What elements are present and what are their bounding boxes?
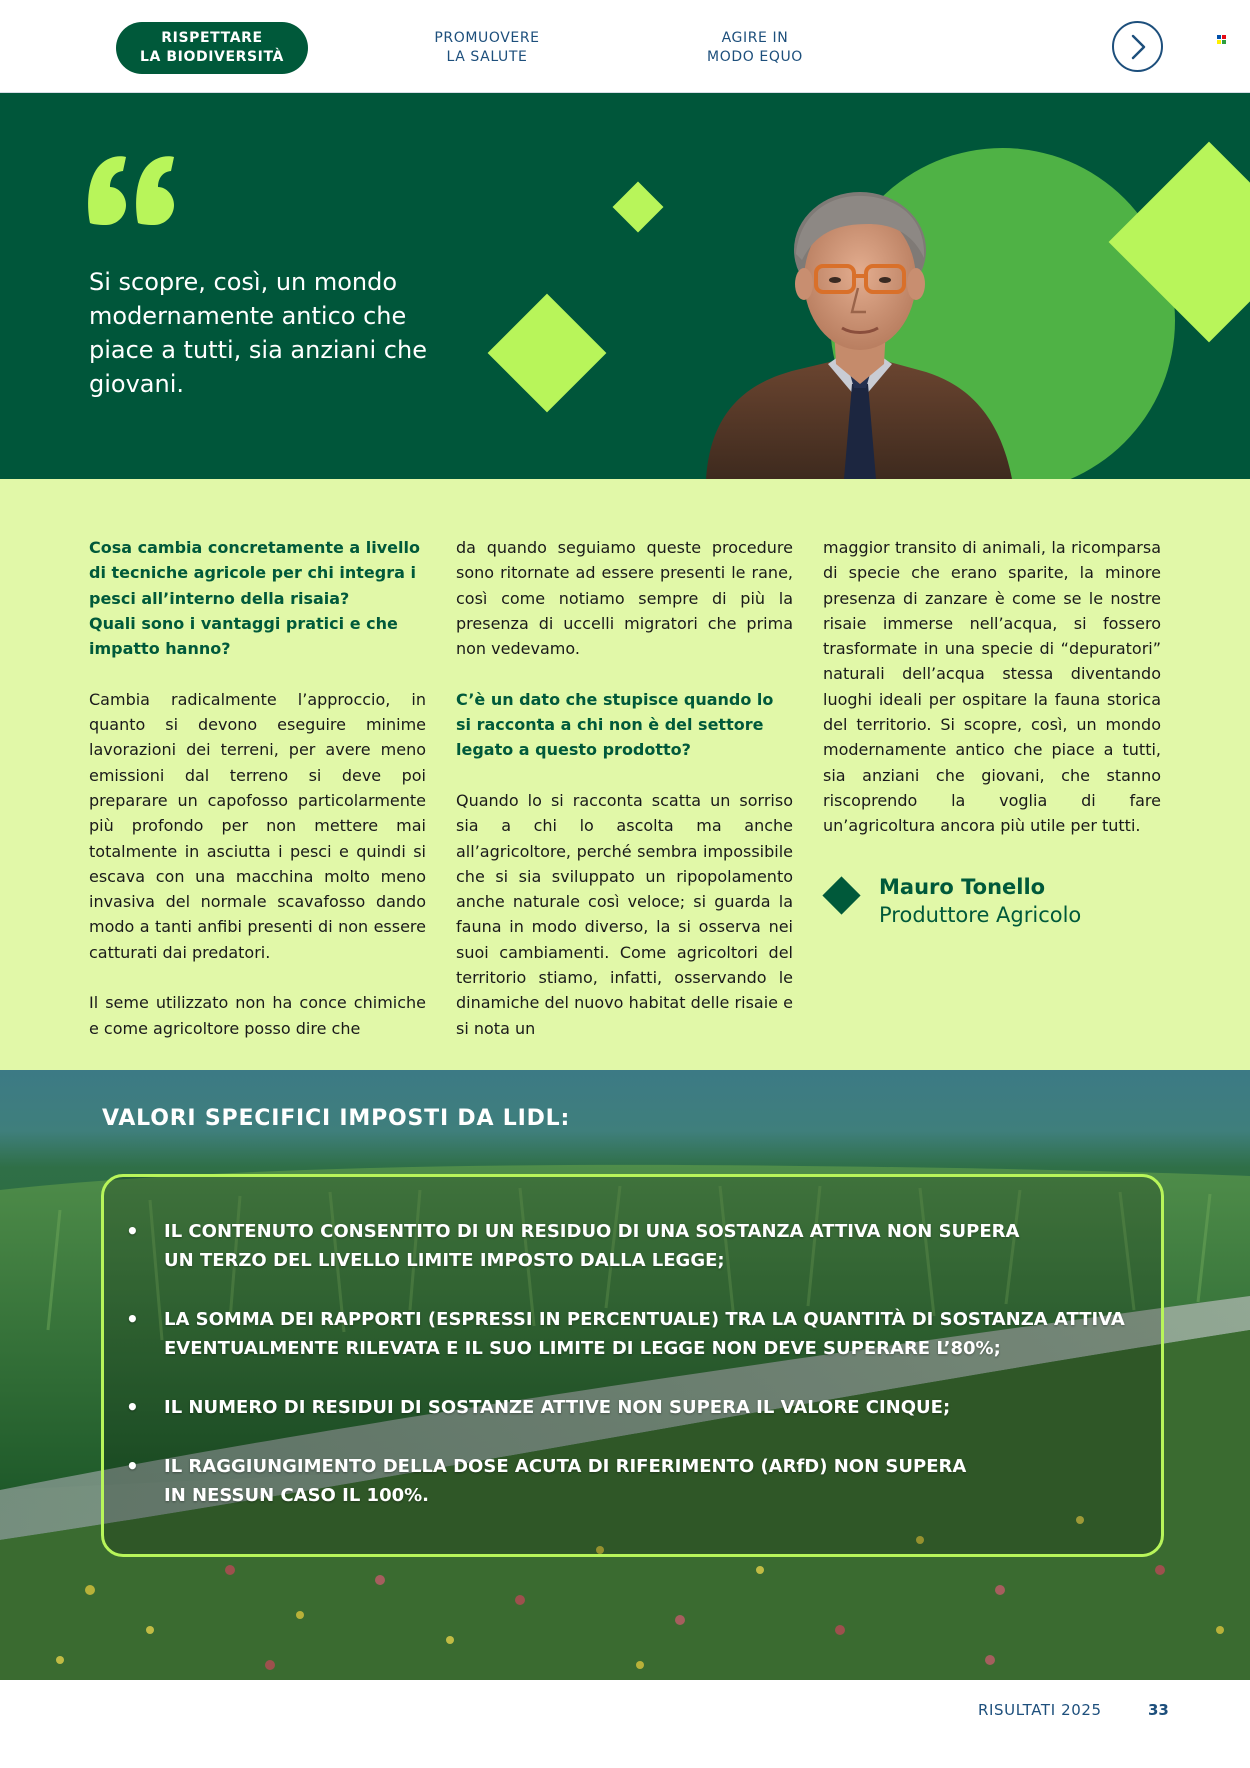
text-column: [823, 535, 1161, 839]
list-item-line: IN NESSUN CASO IL 100%.: [164, 1485, 430, 1506]
values-list: [124, 1217, 1134, 1540]
interview-answer: Il seme utilizzato non ha conce chimiche e come agricoltore posso dire che: [89, 993, 426, 1038]
brand-logo-icon: [1217, 35, 1226, 44]
interview-answer: maggior transito di animali, la ricomparsa di specie che erano sparite, la minore presenza di zanzare è come se le nostre risaie immerse nell’acqua, si fossero trasformate in una specie di “depuratori” naturali dell’acqua stessa diventando luoghi ideali per ospitare la fauna storica del territorio. Si scopre, così, un mondo modernamente antico che piace a tutti, sia anziani che giovani, che stanno riscoprendo la voglia di fare un’agricoltura ancora più utile per tutti.: [823, 538, 1161, 836]
interview-answer: da quando seguiamo queste procedure sono ritornate ad essere presenti le rane, così come notiamo sempre di più la presenza di uccelli migratori che prima non vedevamo.: [456, 538, 793, 659]
interview-answer: Quando lo si racconta scatta un sorriso sia a chi lo ascolta ma anche all’agricoltore, perché sembra impossibile che si sia sviluppato un ripopolamento anche naturale così veloce; si guarda la fauna in modo diverso, la si osserva nei suoi cambiamenti. Come agricoltori del territorio stiamo, infatti, osservando le dinamiche del nuovo habitat delle risaie e si nota un: [456, 790, 793, 1038]
list-item-line: IL NUMERO DI RESIDUI DI SOSTANZE ATTIVE NON SUPERA IL VALORE CINQUE;: [164, 1397, 951, 1418]
signature-block: [823, 873, 1153, 933]
tab-agire-modo-equo[interactable]: [680, 22, 830, 74]
decorative-diamond: [488, 294, 607, 413]
list-item: [124, 1452, 1134, 1510]
signature-role: Produttore Agricolo: [879, 903, 1082, 927]
page-number: 33: [1148, 1701, 1169, 1719]
tab-promuovere-salute[interactable]: [412, 22, 562, 74]
values-title: VALORI SPECIFICI IMPOSTI DA LIDL:: [102, 1106, 571, 1131]
list-item-line: EVENTUALMENTE RILEVATA E IL SUO LIMITE DI LEGGE NON DEVE SUPERARE L’80%;: [164, 1338, 1001, 1359]
values-section: [0, 1070, 1250, 1680]
list-item: [124, 1217, 1134, 1275]
quote-icon: [86, 153, 178, 229]
quote-text: Si scopre, così, un mondo modernamente antico che piace a tutti, sia anziani che giovani.: [89, 268, 427, 398]
text-column: [89, 535, 426, 1041]
signature-diamond-icon: [822, 876, 860, 914]
tab-label-line2: LA BIODIVERSITÀ: [139, 49, 284, 65]
list-item-line: LA SOMMA DEI RAPPORTI (ESPRESSI IN PERCENTUALE) TRA LA QUANTITÀ DI SOSTANZA ATTIVA: [164, 1309, 1125, 1330]
quote-banner: [0, 93, 1250, 479]
chevron-right-icon: [1127, 34, 1149, 60]
tab-label-line1: AGIRE IN: [721, 30, 789, 46]
list-item-line: IL RAGGIUNGIMENTO DELLA DOSE ACUTA DI RIFERIMENTO (ARfD) NON SUPERA: [164, 1456, 967, 1477]
list-item: [124, 1305, 1134, 1363]
interview-question: Quali sono i vantaggi pratici e che impatto hanno?: [89, 613, 398, 659]
tab-rispettare-biodiversita[interactable]: [116, 22, 308, 74]
list-item: [124, 1393, 1134, 1422]
interview-question: Cosa cambia concretamente a livello di tecniche agricole per chi integra i pesci all’interno della risaia?: [89, 538, 420, 608]
portrait-photo: [700, 188, 1020, 479]
tab-label-line1: RISPETTARE: [161, 30, 263, 46]
text-column: [456, 535, 793, 1041]
next-page-button[interactable]: [1112, 21, 1163, 72]
list-item-line: IL CONTENUTO CONSENTITO DI UN RESIDUO DI UNA SOSTANZA ATTIVA NON SUPERA: [164, 1221, 1020, 1242]
page-footer: [0, 1680, 1250, 1768]
interview-answer: Cambia radicalmente l’approccio, in quanto si devono eseguire minime lavorazioni dei terreni, per avere meno emissioni dal terreno si deve poi preparare un capofosso particolarmente più profondo per non mettere mai totalmente in asciutta i pesci e quindi si escava con una macchina molto meno invasiva del normale scavafosso dando modo a tanti anfibi presenti di non essere catturati dai predatori.: [89, 689, 426, 962]
signature-name: Mauro Tonello: [879, 875, 1046, 899]
interview-question: C’è un dato che stupisce quando lo si racconta a chi non è del settore legato a questo prodotto?: [456, 689, 774, 760]
tab-label-line2: LA SALUTE: [446, 49, 528, 65]
top-navigation: [0, 0, 1250, 93]
interview-section: [0, 479, 1250, 1070]
list-item-line: UN TERZO DEL LIVELLO LIMITE IMPOSTO DALLA LEGGE;: [164, 1250, 725, 1271]
tab-label-line1: PROMUOVERE: [434, 30, 540, 46]
decorative-diamond: [613, 182, 664, 233]
tab-label-line2: MODO EQUO: [707, 49, 803, 65]
footer-report-label: RISULTATI 2025: [978, 1701, 1102, 1719]
values-box: [101, 1174, 1164, 1557]
